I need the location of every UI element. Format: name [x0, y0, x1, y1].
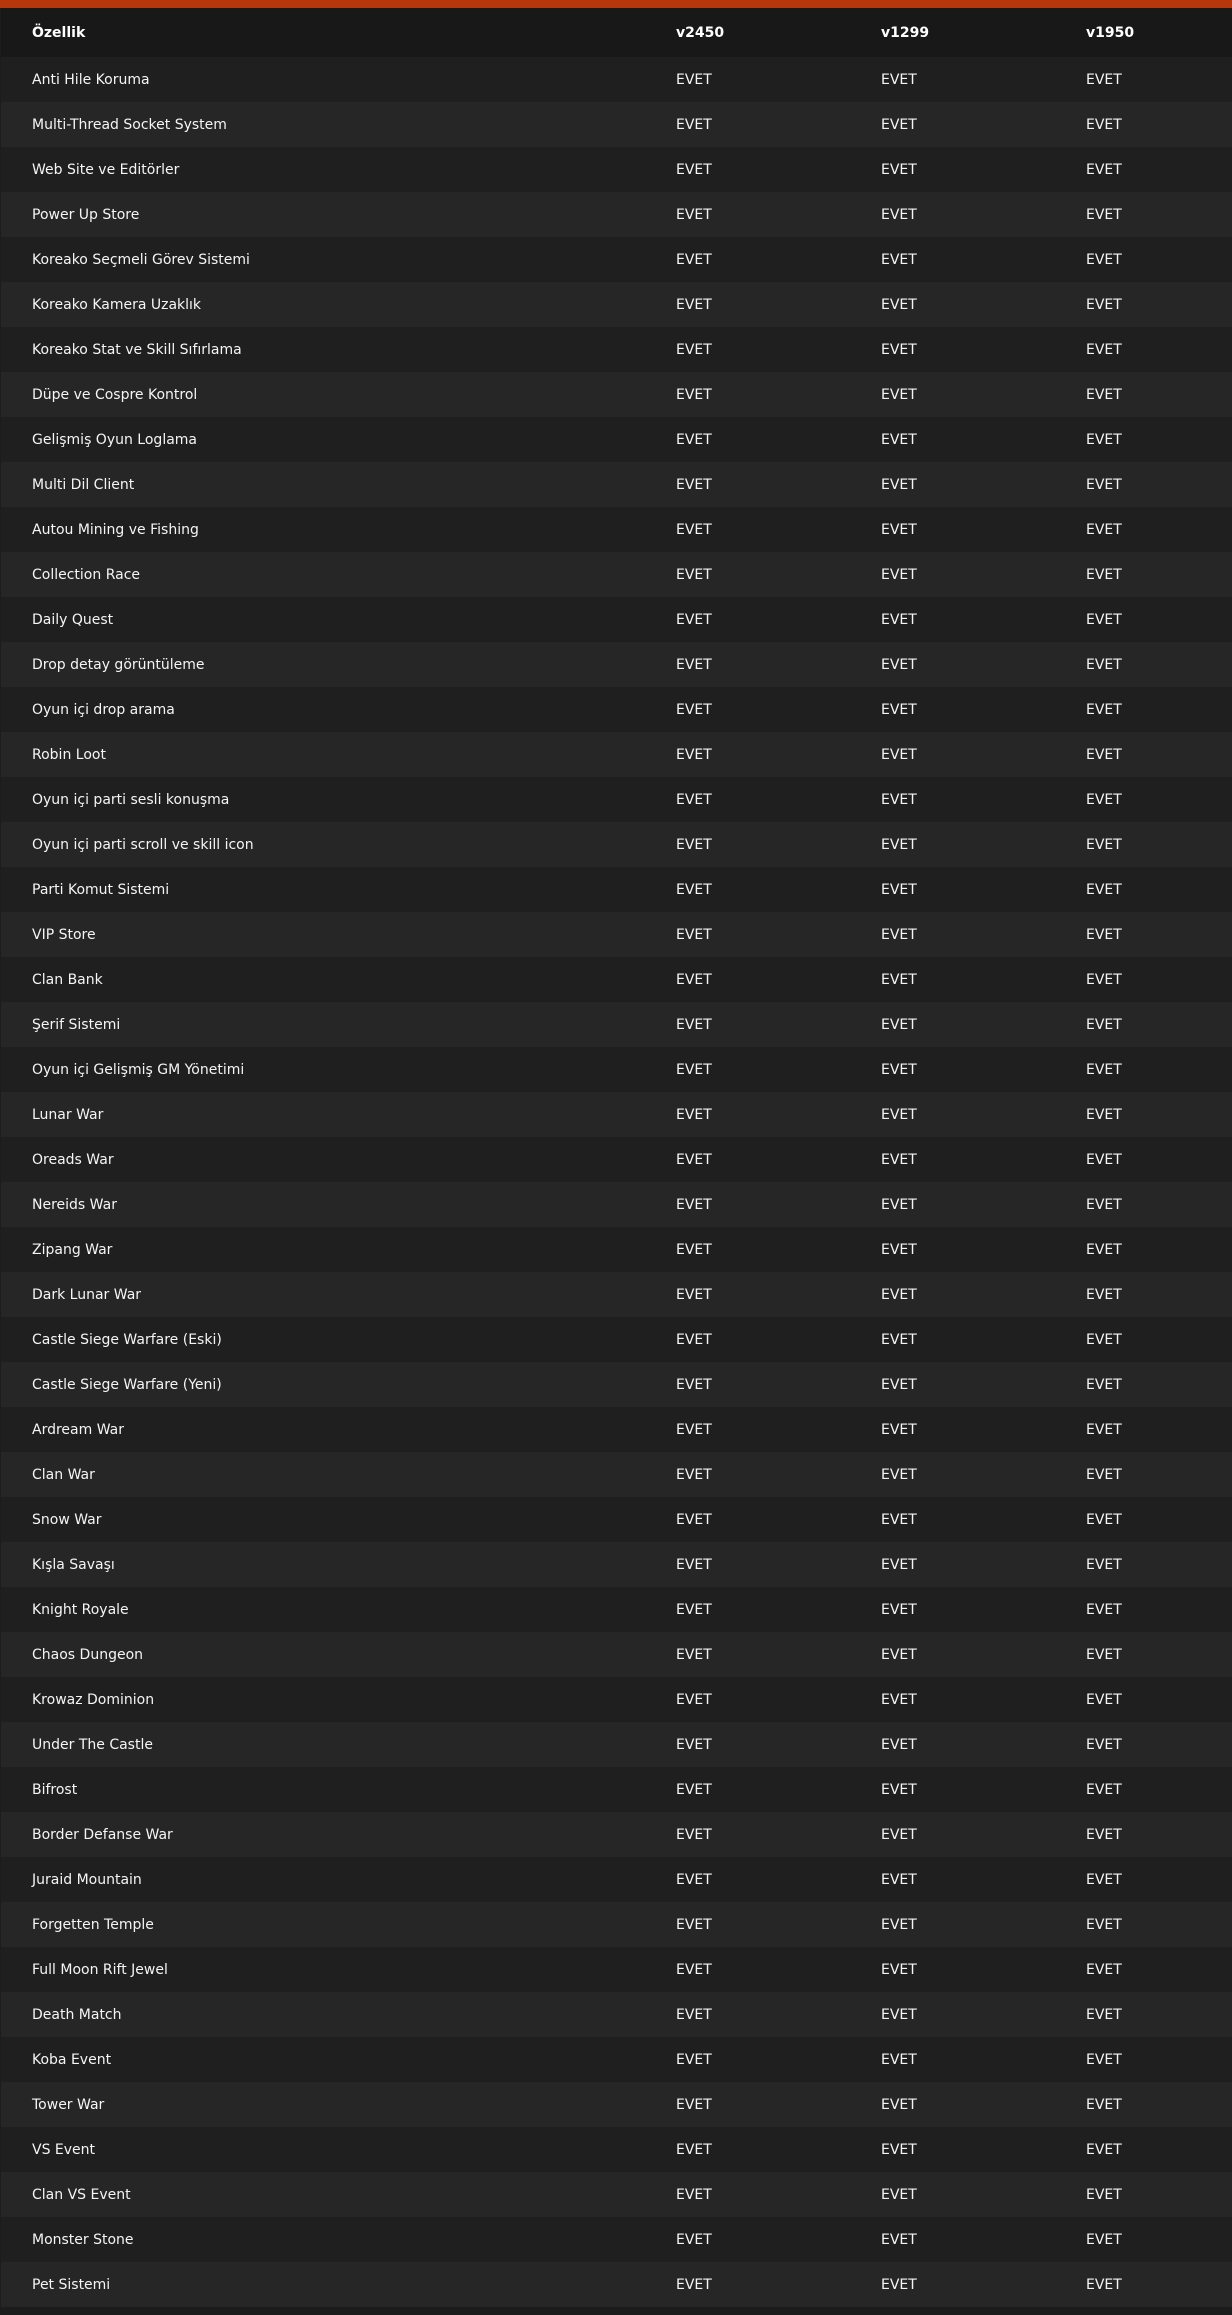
- v1950-cell: EVET: [1086, 2276, 1122, 2293]
- feature-cell: Multi Dil Client: [32, 476, 135, 493]
- v1299-cell: EVET: [881, 881, 917, 898]
- feature-cell: Autou Mining ve Fishing: [32, 521, 199, 538]
- header-v2450: v2450: [676, 24, 725, 41]
- table-row: [1, 2037, 1232, 2082]
- table-row: [1, 1182, 1232, 1227]
- table-row: [1, 1722, 1232, 1767]
- feature-cell: Robin Loot: [32, 746, 106, 763]
- v1950-cell: EVET: [1086, 1331, 1122, 1348]
- feature-cell: Koreako Seçmeli Görev Sistemi: [32, 251, 250, 268]
- table-row: [1, 957, 1232, 1002]
- feature-cell: Parti Komut Sistemi: [32, 881, 170, 898]
- table-row: [1, 552, 1232, 597]
- v2450-cell: EVET: [676, 1871, 712, 1888]
- v1950-cell: EVET: [1086, 701, 1122, 718]
- table-row: [1, 1632, 1232, 1677]
- table-row: [1, 462, 1232, 507]
- v1299-cell: EVET: [881, 1961, 917, 1978]
- v1950-cell: EVET: [1086, 431, 1122, 448]
- v1299-cell: EVET: [881, 2006, 917, 2023]
- feature-cell: Gelişmiş Oyun Loglama: [32, 431, 197, 448]
- v2450-cell: EVET: [676, 1421, 712, 1438]
- v1950-cell: EVET: [1086, 1151, 1122, 1168]
- v1299-cell: EVET: [881, 746, 917, 763]
- v1299-cell: EVET: [881, 1601, 917, 1618]
- feature-cell: Border Defanse War: [32, 1826, 173, 1843]
- v2450-cell: EVET: [676, 746, 712, 763]
- v2450-cell: EVET: [676, 971, 712, 988]
- v1950-cell: EVET: [1086, 2141, 1122, 2158]
- v1299-cell: EVET: [881, 1241, 917, 1258]
- v2450-cell: EVET: [676, 386, 712, 403]
- table-row: [1, 2172, 1232, 2217]
- v1299-cell: EVET: [881, 701, 917, 718]
- v1950-cell: EVET: [1086, 1421, 1122, 1438]
- feature-cell: Forgetten Temple: [32, 1916, 154, 1933]
- table-row: [1, 2217, 1232, 2262]
- v1299-cell: EVET: [881, 1151, 917, 1168]
- v2450-cell: EVET: [676, 2096, 712, 2113]
- v2450-cell: EVET: [676, 1511, 712, 1528]
- v1950-cell: EVET: [1086, 1241, 1122, 1258]
- v1950-cell: EVET: [1086, 836, 1122, 853]
- table-row: [1, 1407, 1232, 1452]
- v1950-cell: EVET: [1086, 386, 1122, 403]
- v1299-cell: EVET: [881, 926, 917, 943]
- feature-cell: Multi-Thread Socket System: [32, 116, 227, 133]
- v2450-cell: EVET: [676, 116, 712, 133]
- v2450-cell: EVET: [676, 2051, 712, 2068]
- v1299-cell: EVET: [881, 1331, 917, 1348]
- table-row: [1, 1587, 1232, 1632]
- v1950-cell: EVET: [1086, 2186, 1122, 2203]
- table-row: [1, 507, 1232, 552]
- v1299-cell: EVET: [881, 1871, 917, 1888]
- table-row: [1, 1137, 1232, 1182]
- v2450-cell: EVET: [676, 2186, 712, 2203]
- v1299-cell: EVET: [881, 1376, 917, 1393]
- table-row: [1, 327, 1232, 372]
- feature-comparison-table: [1, 8, 1232, 2307]
- v2450-cell: EVET: [676, 1241, 712, 1258]
- v1950-cell: EVET: [1086, 1781, 1122, 1798]
- v1950-cell: EVET: [1086, 1016, 1122, 1033]
- table-row: [1, 2082, 1232, 2127]
- v2450-cell: EVET: [676, 1196, 712, 1213]
- table-row: [1, 597, 1232, 642]
- v1950-cell: EVET: [1086, 611, 1122, 628]
- v1299-cell: EVET: [881, 251, 917, 268]
- v1299-cell: EVET: [881, 476, 917, 493]
- v2450-cell: EVET: [676, 1331, 712, 1348]
- v1299-cell: EVET: [881, 206, 917, 223]
- v1299-cell: EVET: [881, 1421, 917, 1438]
- table-row: [1, 192, 1232, 237]
- table-row: [1, 1317, 1232, 1362]
- v2450-cell: EVET: [676, 881, 712, 898]
- v1299-cell: EVET: [881, 1106, 917, 1123]
- v1299-cell: EVET: [881, 791, 917, 808]
- v1950-cell: EVET: [1086, 1916, 1122, 1933]
- table-row: [1, 1902, 1232, 1947]
- feature-cell: Bifrost: [32, 1781, 78, 1798]
- v1299-cell: EVET: [881, 2186, 917, 2203]
- v1950-cell: EVET: [1086, 1376, 1122, 1393]
- v2450-cell: EVET: [676, 296, 712, 313]
- feature-cell: Ardream War: [32, 1421, 124, 1438]
- v1950-cell: EVET: [1086, 656, 1122, 673]
- header-v1950: v1950: [1086, 24, 1135, 41]
- feature-cell: Zipang War: [32, 1241, 113, 1258]
- table-row: [1, 1362, 1232, 1407]
- feature-cell: Juraid Mountain: [32, 1871, 142, 1888]
- v2450-cell: EVET: [676, 1736, 712, 1753]
- feature-cell: Clan Bank: [32, 971, 103, 988]
- top-accent-bar: [0, 0, 1232, 8]
- v1950-cell: EVET: [1086, 1466, 1122, 1483]
- v1950-cell: EVET: [1086, 2006, 1122, 2023]
- v2450-cell: EVET: [676, 2231, 712, 2248]
- feature-cell: Power Up Store: [32, 206, 140, 223]
- feature-cell: Knight Royale: [32, 1601, 129, 1618]
- v1950-cell: EVET: [1086, 1691, 1122, 1708]
- table-row: [1, 822, 1232, 867]
- v2450-cell: EVET: [676, 791, 712, 808]
- header-feature: Özellik: [32, 24, 86, 41]
- feature-cell: Şerif Sistemi: [32, 1016, 121, 1033]
- v1950-cell: EVET: [1086, 296, 1122, 313]
- v2450-cell: EVET: [676, 566, 712, 583]
- v1299-cell: EVET: [881, 1691, 917, 1708]
- feature-cell: Düpe ve Cospre Kontrol: [32, 386, 198, 403]
- v1950-cell: EVET: [1086, 251, 1122, 268]
- v1950-cell: EVET: [1086, 971, 1122, 988]
- v1950-cell: EVET: [1086, 1196, 1122, 1213]
- v1950-cell: EVET: [1086, 1556, 1122, 1573]
- table-row: [1, 417, 1232, 462]
- feature-cell: Castle Siege Warfare (Yeni): [32, 1376, 222, 1393]
- table-row: [1, 1092, 1232, 1137]
- table-row: [1, 1767, 1232, 1812]
- v2450-cell: EVET: [676, 656, 712, 673]
- v1299-cell: EVET: [881, 1466, 917, 1483]
- v1299-cell: EVET: [881, 116, 917, 133]
- v2450-cell: EVET: [676, 476, 712, 493]
- v1950-cell: EVET: [1086, 1826, 1122, 1843]
- v2450-cell: EVET: [676, 1286, 712, 1303]
- v1950-cell: EVET: [1086, 341, 1122, 358]
- feature-cell: Snow War: [32, 1511, 102, 1528]
- v1950-cell: EVET: [1086, 926, 1122, 943]
- table-header-row: [1, 8, 1232, 57]
- v1299-cell: EVET: [881, 2231, 917, 2248]
- v1299-cell: EVET: [881, 611, 917, 628]
- table-row: [1, 1227, 1232, 1272]
- feature-cell: Oyun içi Gelişmiş GM Yönetimi: [32, 1061, 245, 1078]
- v2450-cell: EVET: [676, 521, 712, 538]
- v2450-cell: EVET: [676, 836, 712, 853]
- feature-cell: Koreako Stat ve Skill Sıfırlama: [32, 341, 242, 358]
- feature-cell: Pet Sistemi: [32, 2276, 111, 2293]
- v1950-cell: EVET: [1086, 1511, 1122, 1528]
- table-row: [1, 57, 1232, 102]
- v1299-cell: EVET: [881, 2141, 917, 2158]
- feature-cell: Kışla Savaşı: [32, 1556, 115, 1573]
- v2450-cell: EVET: [676, 71, 712, 88]
- v1299-cell: EVET: [881, 1916, 917, 1933]
- table-row: [1, 102, 1232, 147]
- feature-cell: Nereids War: [32, 1196, 117, 1213]
- feature-cell: Lunar War: [32, 1106, 104, 1123]
- feature-cell: Daily Quest: [32, 611, 114, 628]
- v2450-cell: EVET: [676, 1691, 712, 1708]
- table-row: [1, 642, 1232, 687]
- v2450-cell: EVET: [676, 1151, 712, 1168]
- table-row: [1, 147, 1232, 192]
- v1299-cell: EVET: [881, 71, 917, 88]
- v1950-cell: EVET: [1086, 1646, 1122, 1663]
- v1950-cell: EVET: [1086, 1286, 1122, 1303]
- v1950-cell: EVET: [1086, 1871, 1122, 1888]
- v1299-cell: EVET: [881, 1511, 917, 1528]
- comparison-table-container: [0, 8, 1232, 2315]
- feature-cell: Death Match: [32, 2006, 122, 2023]
- table-row: [1, 372, 1232, 417]
- v2450-cell: EVET: [676, 1961, 712, 1978]
- table-row: [1, 1677, 1232, 1722]
- feature-cell: Monster Stone: [32, 2231, 134, 2248]
- table-body: [1, 57, 1232, 2307]
- v1299-cell: EVET: [881, 1016, 917, 1033]
- v2450-cell: EVET: [676, 1061, 712, 1078]
- v2450-cell: EVET: [676, 1826, 712, 1843]
- v2450-cell: EVET: [676, 251, 712, 268]
- v1299-cell: EVET: [881, 386, 917, 403]
- v1950-cell: EVET: [1086, 521, 1122, 538]
- feature-cell: Clan VS Event: [32, 2186, 131, 2203]
- v1950-cell: EVET: [1086, 1601, 1122, 1618]
- v2450-cell: EVET: [676, 161, 712, 178]
- feature-cell: Chaos Dungeon: [32, 1646, 144, 1663]
- feature-cell: Oreads War: [32, 1151, 114, 1168]
- table-row: [1, 1047, 1232, 1092]
- v2450-cell: EVET: [676, 1106, 712, 1123]
- v1299-cell: EVET: [881, 341, 917, 358]
- v2450-cell: EVET: [676, 1781, 712, 1798]
- feature-cell: Drop detay görüntüleme: [32, 656, 205, 673]
- v1299-cell: EVET: [881, 971, 917, 988]
- v1299-cell: EVET: [881, 431, 917, 448]
- table-row: [1, 1857, 1232, 1902]
- v1950-cell: EVET: [1086, 2051, 1122, 2068]
- feature-cell: Full Moon Rift Jewel: [32, 1961, 168, 1978]
- v2450-cell: EVET: [676, 2006, 712, 2023]
- table-row: [1, 237, 1232, 282]
- v1299-cell: EVET: [881, 1286, 917, 1303]
- v1299-cell: EVET: [881, 521, 917, 538]
- v1299-cell: EVET: [881, 1061, 917, 1078]
- v1950-cell: EVET: [1086, 1736, 1122, 1753]
- table-row: [1, 1452, 1232, 1497]
- v1299-cell: EVET: [881, 296, 917, 313]
- table-row: [1, 1002, 1232, 1047]
- v1299-cell: EVET: [881, 1556, 917, 1573]
- v1950-cell: EVET: [1086, 2096, 1122, 2113]
- v1299-cell: EVET: [881, 1736, 917, 1753]
- v2450-cell: EVET: [676, 1646, 712, 1663]
- feature-cell: Tower War: [32, 2096, 105, 2113]
- table-row: [1, 1272, 1232, 1317]
- v2450-cell: EVET: [676, 1601, 712, 1618]
- v1299-cell: EVET: [881, 1826, 917, 1843]
- v1950-cell: EVET: [1086, 1106, 1122, 1123]
- v1950-cell: EVET: [1086, 881, 1122, 898]
- v1950-cell: EVET: [1086, 791, 1122, 808]
- table-row: [1, 1992, 1232, 2037]
- v1299-cell: EVET: [881, 161, 917, 178]
- table-row: [1, 1542, 1232, 1587]
- table-row: [1, 2262, 1232, 2307]
- v1299-cell: EVET: [881, 1781, 917, 1798]
- v1950-cell: EVET: [1086, 746, 1122, 763]
- v2450-cell: EVET: [676, 1916, 712, 1933]
- v2450-cell: EVET: [676, 926, 712, 943]
- feature-cell: Koba Event: [32, 2051, 112, 2068]
- table-row: [1, 912, 1232, 957]
- v1950-cell: EVET: [1086, 2231, 1122, 2248]
- feature-cell: VS Event: [32, 2141, 96, 2158]
- v1950-cell: EVET: [1086, 566, 1122, 583]
- v2450-cell: EVET: [676, 1376, 712, 1393]
- table-row: [1, 1497, 1232, 1542]
- feature-cell: Castle Siege Warfare (Eski): [32, 1331, 222, 1348]
- table-row: [1, 732, 1232, 777]
- feature-cell: VIP Store: [32, 926, 96, 943]
- v1950-cell: EVET: [1086, 116, 1122, 133]
- v1950-cell: EVET: [1086, 161, 1122, 178]
- table-row: [1, 1947, 1232, 1992]
- v1950-cell: EVET: [1086, 476, 1122, 493]
- v2450-cell: EVET: [676, 1556, 712, 1573]
- table-row: [1, 777, 1232, 822]
- v2450-cell: EVET: [676, 431, 712, 448]
- v2450-cell: EVET: [676, 2276, 712, 2293]
- feature-cell: Clan War: [32, 1466, 95, 1483]
- v1299-cell: EVET: [881, 2051, 917, 2068]
- feature-cell: Oyun içi parti sesli konuşma: [32, 791, 230, 808]
- table-row: [1, 687, 1232, 732]
- table-row: [1, 867, 1232, 912]
- table-row: [1, 1812, 1232, 1857]
- v1299-cell: EVET: [881, 566, 917, 583]
- feature-cell: Koreako Kamera Uzaklık: [32, 296, 202, 313]
- v1299-cell: EVET: [881, 2096, 917, 2113]
- table-row: [1, 2127, 1232, 2172]
- v2450-cell: EVET: [676, 611, 712, 628]
- v1950-cell: EVET: [1086, 1961, 1122, 1978]
- feature-cell: Collection Race: [32, 566, 141, 583]
- v1299-cell: EVET: [881, 2276, 917, 2293]
- v1299-cell: EVET: [881, 1646, 917, 1663]
- v2450-cell: EVET: [676, 206, 712, 223]
- v1299-cell: EVET: [881, 1196, 917, 1213]
- feature-cell: Krowaz Dominion: [32, 1691, 155, 1708]
- feature-cell: Web Site ve Editörler: [32, 161, 180, 178]
- v1299-cell: EVET: [881, 656, 917, 673]
- feature-cell: Anti Hile Koruma: [32, 71, 150, 88]
- v2450-cell: EVET: [676, 1466, 712, 1483]
- v2450-cell: EVET: [676, 701, 712, 718]
- feature-cell: Oyun içi drop arama: [32, 701, 175, 718]
- v2450-cell: EVET: [676, 341, 712, 358]
- v1950-cell: EVET: [1086, 206, 1122, 223]
- v2450-cell: EVET: [676, 2141, 712, 2158]
- v2450-cell: EVET: [676, 1016, 712, 1033]
- feature-cell: Dark Lunar War: [32, 1286, 142, 1303]
- header-v1299: v1299: [881, 24, 930, 41]
- feature-cell: Oyun içi parti scroll ve skill icon: [32, 836, 254, 853]
- table-row: [1, 282, 1232, 327]
- feature-cell: Under The Castle: [32, 1736, 153, 1753]
- v1950-cell: EVET: [1086, 71, 1122, 88]
- v1299-cell: EVET: [881, 836, 917, 853]
- v1950-cell: EVET: [1086, 1061, 1122, 1078]
